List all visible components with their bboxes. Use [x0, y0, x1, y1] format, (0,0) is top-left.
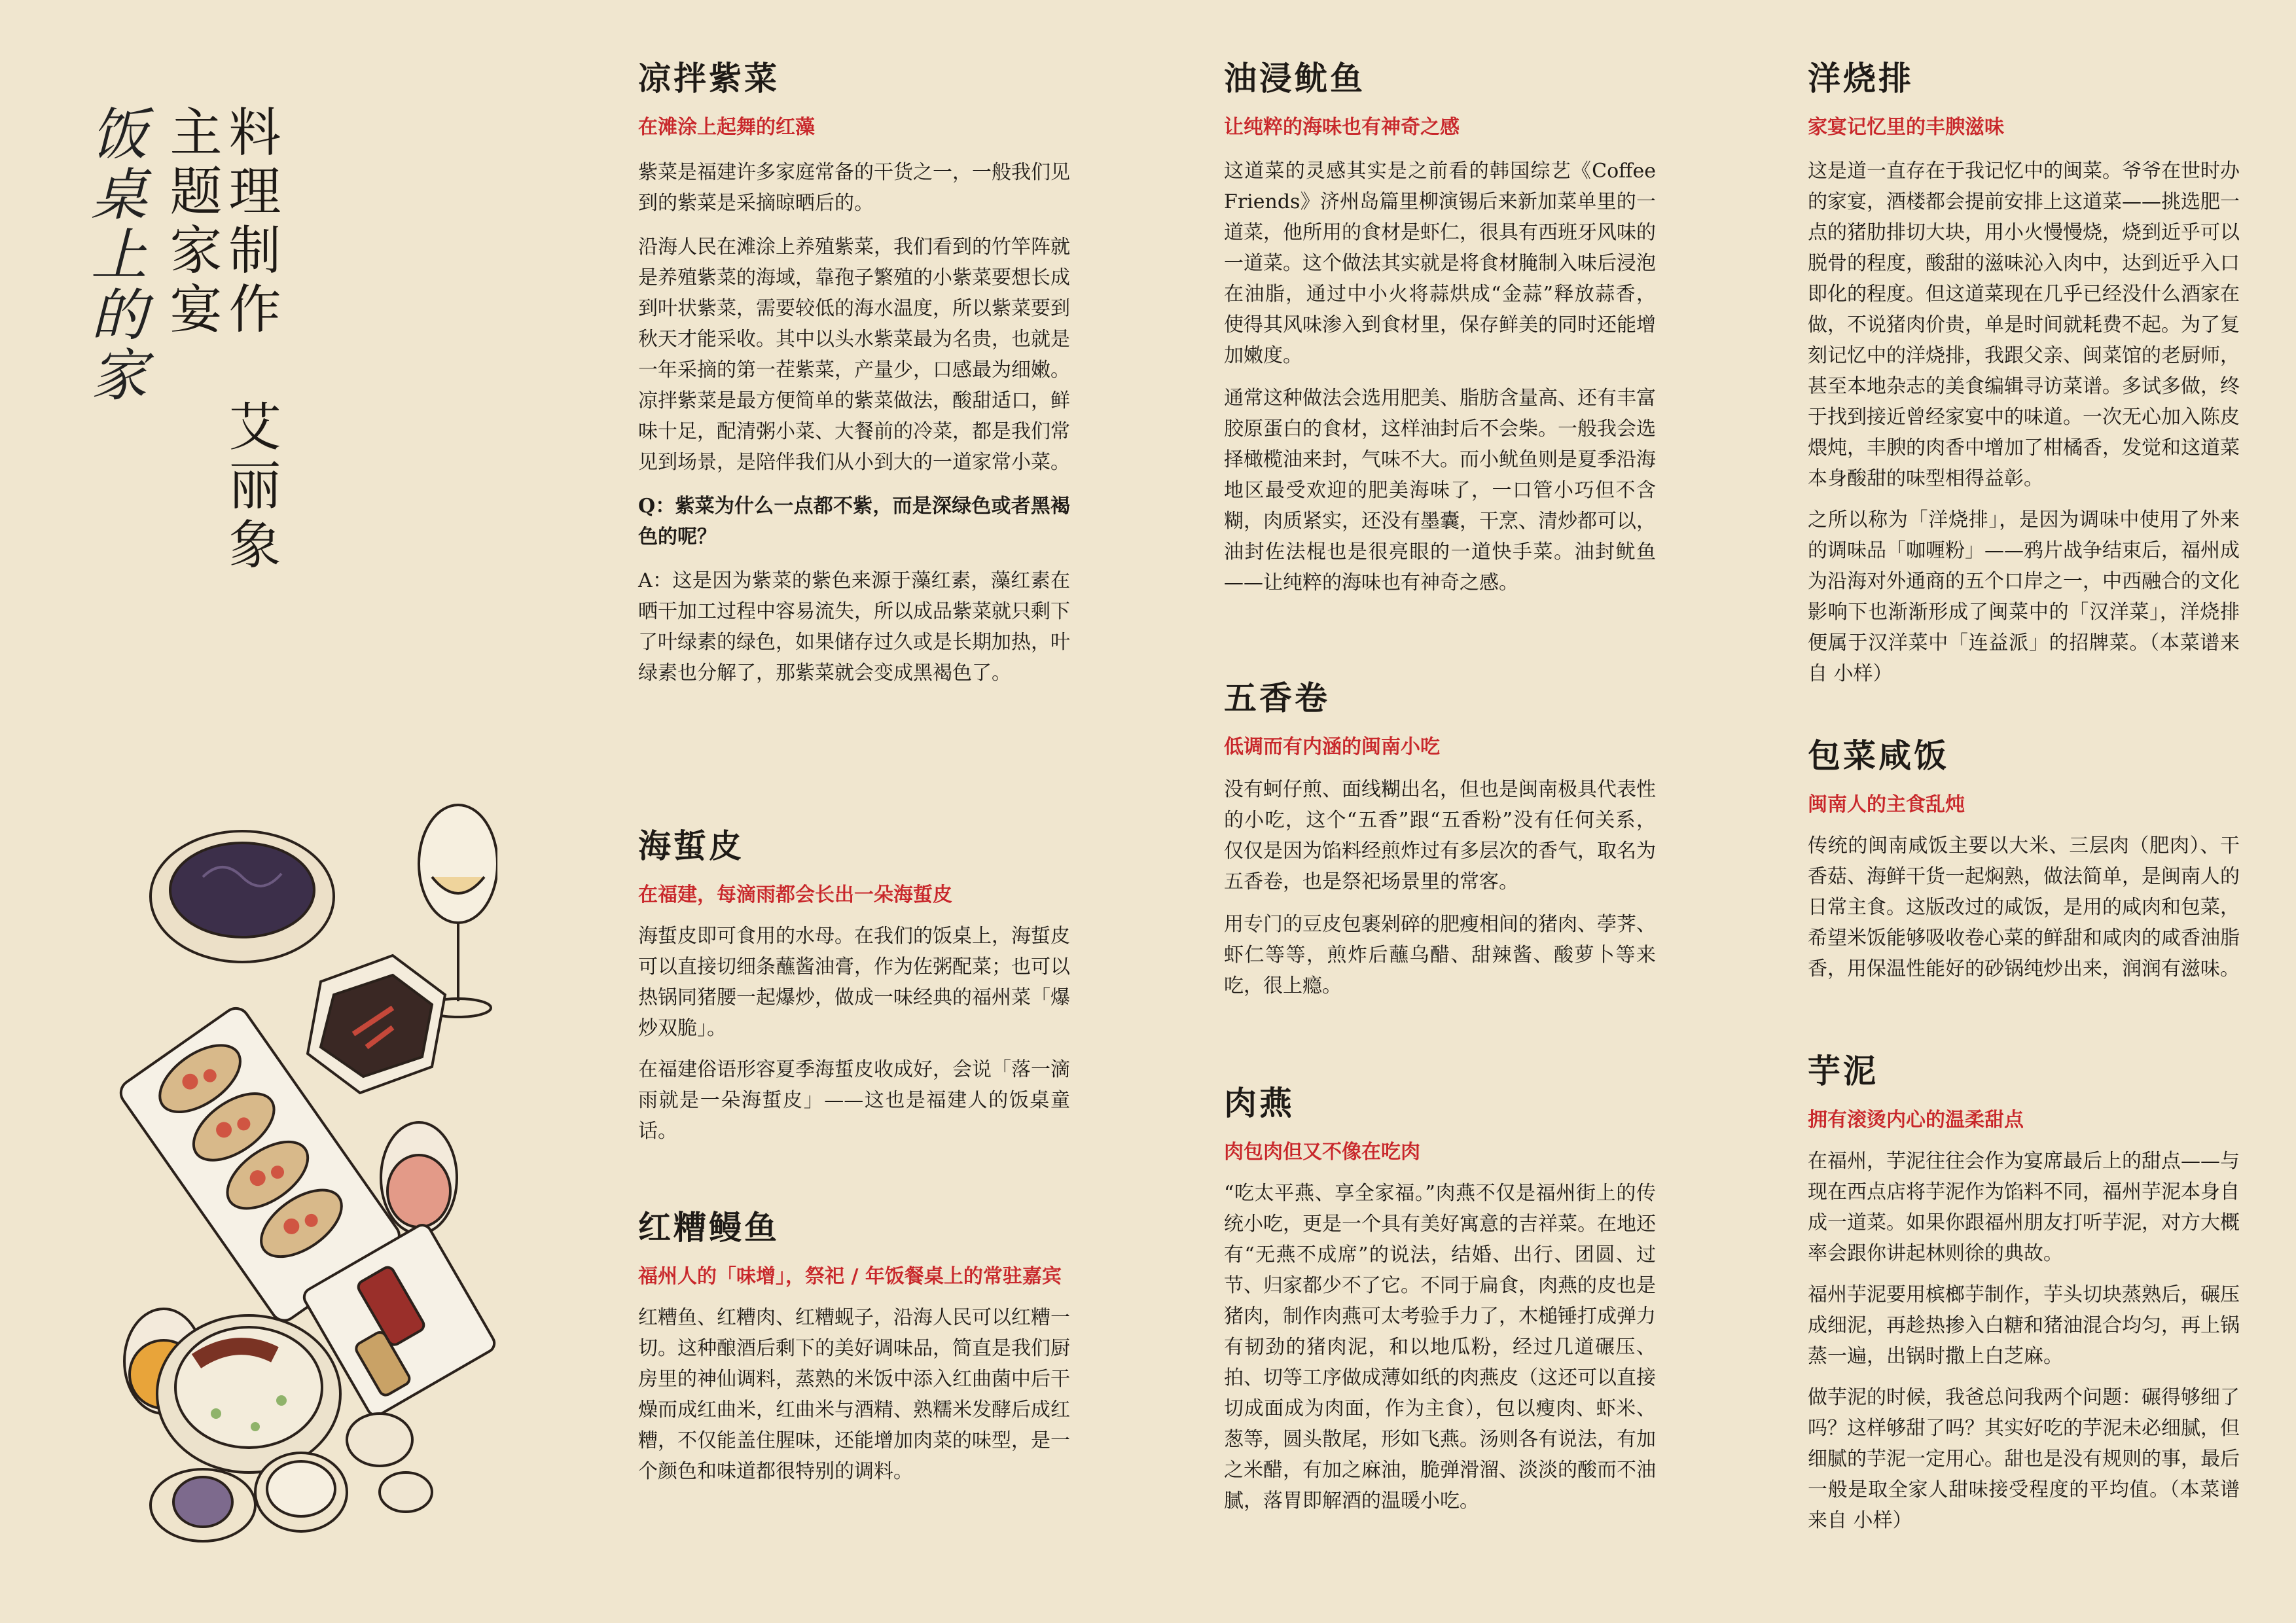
paragraph: 在福州，芋泥往往会作为宴席最后上的甜点——与现在西点店将芋泥作为馅料不同，福州芋泥本身自成一道菜。如果你跟福州朋友打听芋泥，对方大概率会跟你讲起林则徐的典故。 — [1808, 1150, 2240, 1265]
section-subtitle: 闽南人的主食乱炖 — [1808, 793, 1965, 816]
paragraph: “吃太平燕、享全家福。”肉燕不仅是福州街上的传统小吃，更是一个具有美好寓意的吉祥菜。在地还有“无燕不成席”的说法，结婚、出行、团圆、过节、归家都少不了它。不同于扁食，肉燕的皮也是猪肉，制作肉燕可太考验手力了，木槌锤打成弹力有韧劲的猪肉泥，和以地瓜粉，经过几道碾压、拍、切等工序做成薄如纸的肉燕皮（这还可以直接切成面成为肉面，作为主食），包以瘦肉、虾米、葱等，圆头散尾，形如飞燕。汤则各有说法，有加之米醋，有加之麻油，脆弹滑溜、淡淡的酸而不油腻，落胃即解酒的温暖小吃。 — [1224, 1182, 1656, 1512]
paragraph: 没有蚵仔煎、面线糊出名，但也是闽南极具代表性的小吃，这个“五香”跟“五香粉”没有任何关系，仅仅是因为馅料经煎炸过有多层次的香气，取名为五香卷，也是祭祀场景里的常客。 — [1224, 778, 1656, 893]
section-subtitle: 在滩涂上起舞的红藻 — [638, 116, 815, 139]
paragraph: 海蜇皮即可食用的水母。在我们的饭桌上，海蜇皮可以直接切细条蘸酱油膏，作为佐粥配菜；也可以热锅同猪腰一起爆炒，做成一味经典的福州菜「爆炒双脆」。 — [638, 925, 1070, 1040]
section-subtitle: 在福建，每滴雨都会长出一朵海蜇皮 — [638, 883, 952, 906]
section-title: 肉燕 — [1224, 1084, 1295, 1122]
paragraph: 沿海人民在滩涂上养殖紫菜，我们看到的竹竿阵就是养殖紫菜的海域，靠孢子繁殖的小紫菜要想长成到叶状紫菜，需要较低的海水温度，所以紫菜要到秋天才能采收。其中以头水紫菜最为名贵，也就是一年采摘的第一茬紫菜，产量少，口感最为细嫩。凉拌紫菜是最方便简单的紫菜做法，酸甜适口，鲜味十足，配清粥小菜、大餐前的冷菜，都是我们常见到场景，是陪伴我们从小到大的一道家常小菜。 — [638, 236, 1070, 474]
author-credit: 料理制作 艾丽象 — [220, 105, 281, 576]
section-yuni — [1808, 1045, 2240, 1536]
section-rouyan — [1224, 1077, 1656, 1516]
section-subtitle: 肉包肉但又不像在吃肉 — [1224, 1141, 1420, 1164]
section-haizhepi — [638, 820, 1070, 1147]
section-subtitle: 低调而有内涵的闽南小吃 — [1224, 736, 1440, 758]
paragraph: 传统的闽南咸饭主要以大米、三层肉（肥肉）、干香菇、海鲜干货一起焖熟，做法简单，是闽南人的日常主食。这版改过的咸饭，是用的咸肉和包菜，希望米饭能够吸收卷心菜的鲜甜和咸肉的咸香油脂香，用保温性能好的砂锅纯炒出来，润润有滋味。 — [1808, 834, 2240, 980]
section-title: 红糟鳗鱼 — [638, 1209, 780, 1247]
paragraph: 紫菜是福建许多家庭常备的干货之一，一般我们见到的紫菜是采摘晾晒后的。 — [638, 161, 1070, 215]
section-title: 五香卷 — [1224, 679, 1330, 717]
food-illustration — [105, 785, 497, 1544]
paragraph: 在福建俗语形容夏季海蜇皮收成好，会说「落一滴雨就是一朵海蜇皮」——这也是福建人的饭桌童话。 — [638, 1058, 1070, 1143]
section-title: 包菜咸饭 — [1808, 737, 1949, 775]
answer: A：这是因为紫菜的紫色来源于藻红素，藻红素在晒干加工过程中容易流失，所以成品紫菜就只剩下了叶绿素的绿色，如果储存过久或是长期加热，叶绿素也分解了，那紫菜就会变成黑褐色了。 — [638, 569, 1070, 685]
paragraph: 这道菜的灵感其实是之前看的韩国综艺《Coffee Friends》济州岛篇里柳演锡后来新加菜单里的一道菜，他所用的食材是虾仁，很具有西班牙风味的一道菜。这个做法其实就是将食材腌制入味后浸泡在油脂，通过中小火将蒜烘成“金蒜”释放蒜香，使得其风味渗入到食材里，保存鲜美的同时还能增加嫩度。 — [1224, 160, 1656, 367]
section-subtitle: 家宴记忆里的丰腴滋味 — [1808, 116, 2004, 139]
section-title: 油浸鱿鱼 — [1224, 60, 1365, 98]
paragraph: 福州芋泥要用槟榔芋制作，芋头切块蒸熟后，碾压成细泥，再趁热掺入白糖和猪油混合均匀，再上锅蒸一遍，出锅时撒上白芝麻。 — [1808, 1283, 2240, 1368]
section-wuxiang-juan — [1224, 672, 1656, 1001]
section-baocai-xianfan — [1808, 730, 2240, 984]
cursive-title: 饭桌上的家 — [81, 105, 147, 406]
paragraph: 做芋泥的时候，我爸总问我两个问题：碾得够细了吗？这样够甜了吗？其实好吃的芋泥未必细腻，但细腻的芋泥一定用心。甜也是没有规则的事，最后一般是取全家人甜味接受程度的平均值。（本菜谱来自 小样） — [1808, 1386, 2240, 1532]
section-youjin-youyu — [1224, 52, 1656, 598]
paragraph: 通常这种做法会选用肥美、脂肪含量高、还有丰富胶原蛋白的食材，这样油封后不会柴。一般我会选择橄榄油来封，气味不大。而小鱿鱼则是夏季沿海地区最受欢迎的肥美海味了，一口管小巧但不含糊，肉质紧实，还没有墨囊，干烹、清炒都可以，油封佐法棍也是很亮眼的一道快手菜。油封鱿鱼——让纯粹的海味也有神奇之感。 — [1224, 387, 1656, 594]
section-title: 海蜇皮 — [638, 827, 744, 865]
paragraph: 红糟鱼、红糟肉、红糟蚬子，沿海人民可以红糟一切。这种酿酒后剩下的美好调味品，简直是我们厨房里的神仙调料，蒸熟的米饭中添入红曲菌中后干燥而成红曲米，红曲米与酒精、熟糯米发酵后成红糟，不仅能盖住腥味，还能增加肉菜的味型，是一个颜色和味道都很特别的调料。 — [638, 1306, 1070, 1483]
section-subtitle: 让纯粹的海味也有神奇之感 — [1224, 116, 1460, 139]
section-subtitle: 福州人的「味增」，祭祀 / 年饭餐桌上的常驻嘉宾 — [638, 1265, 1062, 1288]
section-hongzao-manyu — [638, 1202, 1070, 1487]
question: Q：紫菜为什么一点都不紫，而是深绿色或者黑褐色的呢？ — [638, 495, 1070, 548]
section-title: 芋泥 — [1808, 1052, 1878, 1090]
section-title: 凉拌紫菜 — [638, 60, 780, 98]
section-liangban-zicai — [638, 52, 1070, 688]
paragraph: 用专门的豆皮包裹剁碎的肥瘦相间的猪肉、荸荠、虾仁等等，煎炸后蘸乌醋、甜辣酱、酸萝卜等来吃，很上瘾。 — [1224, 913, 1656, 997]
section-subtitle: 拥有滚烫内心的温柔甜点 — [1808, 1109, 2024, 1132]
theme-title: 主题家宴 — [161, 105, 222, 340]
section-title: 洋烧排 — [1808, 60, 1914, 98]
section-yangshao-pai — [1808, 52, 2240, 689]
paragraph: 之所以称为「洋烧排」，是因为调味中使用了外来的调味品「咖喱粉」——鸦片战争结束后，福州成为沿海对外通商的五个口岸之一，中西融合的文化影响下也渐渐形成了闽菜中的「汉洋菜」，洋烧排便属于汉洋菜中「连益派」的招牌菜。（本菜谱来自 小样） — [1808, 508, 2240, 685]
paragraph: 这是道一直存在于我记忆中的闽菜。爷爷在世时办的家宴，酒楼都会提前安排上这道菜——挑选肥一点的猪肋排切大块，用小火慢慢烧，烧到近乎可以脱骨的程度，酸甜的滋味沁入肉中，达到近乎入口即化的程度。但这道菜现在几乎已经没什么酒家在做，不说猪肉价贵，单是时间就耗费不起。为了复刻记忆中的洋烧排，我跟父亲、闽菜馆的老厨师，甚至本地杂志的美食编辑寻访菜谱。多试多做，终于找到接近曾经家宴中的味道。一次无心加入陈皮煨炖，丰腴的肉香中增加了柑橘香，发觉和这道菜本身酸甜的味型相得益彰。 — [1808, 160, 2240, 490]
